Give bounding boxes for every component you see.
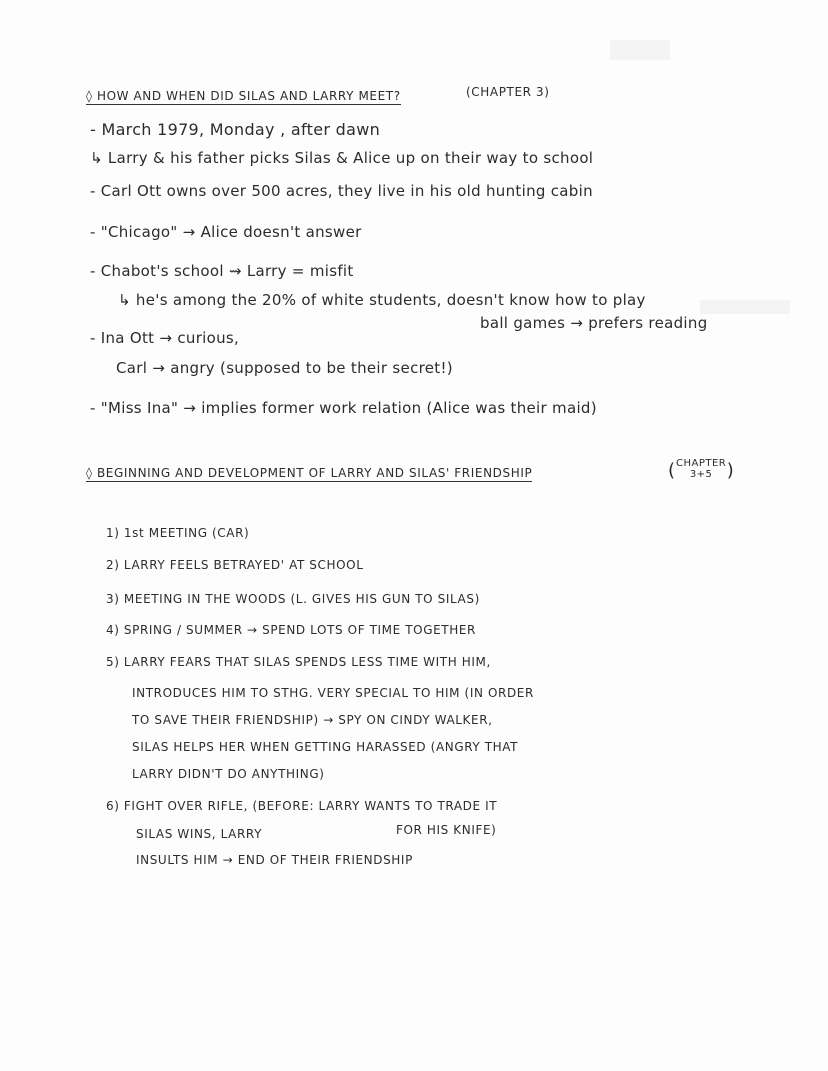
list-item: 2) LARRY FEELS BETRAYED' AT SCHOOL xyxy=(106,558,364,572)
list-item: TO SAVE THEIR FRIENDSHIP) → SPY ON CINDY WALKER, xyxy=(132,713,493,727)
section2-chapter: ( CHAPTER 3+5 ) xyxy=(668,458,735,481)
note-line: - Chabot's school ⇝ Larry = misfit xyxy=(90,262,354,280)
section1-chapter: (CHAPTER 3) xyxy=(466,85,550,99)
list-item: 6) FIGHT OVER RIFLE, (BEFORE: LARRY WANTS TO TRADE IT xyxy=(106,799,498,813)
list-item: 4) SPRING / SUMMER → SPEND LOTS OF TIME TOGETHER xyxy=(106,623,476,637)
section1-heading: ◊ HOW AND WHEN DID SILAS AND LARRY MEET? xyxy=(86,89,401,103)
list-item: LARRY DIDN'T DO ANYTHING) xyxy=(132,767,325,781)
note-line: Carl → angry (supposed to be their secret!) xyxy=(116,359,453,377)
list-item: INSULTS HIM → END OF THEIR FRIENDSHIP xyxy=(136,853,413,867)
note-line: - March 1979, Monday , after dawn xyxy=(90,120,381,139)
list-item: 3) MEETING IN THE WOODS (L. GIVES HIS GUN TO SILAS) xyxy=(106,592,480,606)
list-item: FOR HIS KNIFE) xyxy=(396,823,497,837)
list-item: SILAS HELPS HER WHEN GETTING HARASSED (ANGRY THAT xyxy=(132,740,519,754)
section2-chapter-bottom: 3+5 xyxy=(689,469,713,480)
note-line: ↳ Larry & his father picks Silas & Alice up on their way to school xyxy=(90,149,594,167)
section2-chapter-top: CHAPTER xyxy=(676,458,727,469)
note-line: - "Miss Ina" → implies former work relation (Alice was their maid) xyxy=(90,399,597,417)
note-line: ball games → prefers reading xyxy=(480,314,708,332)
section2-heading: ◊ BEGINNING AND DEVELOPMENT OF LARRY AND SILAS' FRIENDSHIP xyxy=(86,466,533,480)
list-item: SILAS WINS, LARRY xyxy=(136,827,262,841)
paper-mark xyxy=(700,300,790,314)
paper-mark xyxy=(610,40,670,60)
note-line: ↳ he's among the 20% of white students, doesn't know how to play xyxy=(118,291,646,309)
list-item: 5) LARRY FEARS THAT SILAS SPENDS LESS TIME WITH HIM, xyxy=(106,655,491,669)
note-line: - Ina Ott → curious, xyxy=(90,329,240,347)
list-item: INTRODUCES HIM TO STHG. VERY SPECIAL TO HIM (IN ORDER xyxy=(132,686,534,700)
list-item: 1) 1st MEETING (CAR) xyxy=(106,526,250,540)
note-line: - Carl Ott owns over 500 acres, they live in his old hunting cabin xyxy=(90,182,593,200)
note-line: - "Chicago" → Alice doesn't answer xyxy=(90,223,362,241)
